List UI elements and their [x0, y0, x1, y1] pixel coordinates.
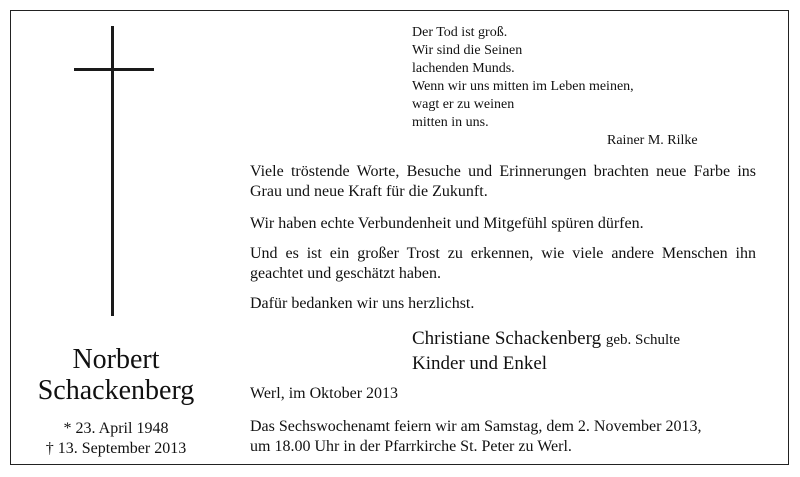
deceased-block: [16, 344, 216, 459]
poem-line: Wenn wir uns mitten im Leben meinen,: [412, 79, 634, 94]
signers: [412, 327, 680, 376]
mass-notice: [250, 417, 701, 457]
birth-date: * 23. April 1948: [63, 420, 169, 437]
thanks-paragraph-2: Wir haben echte Verbundenheit und Mitgefühl spüren dürfen.: [250, 215, 644, 232]
thanks-paragraph-1: Viele tröstende Worte, Besuche und Erinnerungen brachten neue Farbe ins Grau und neue Kraft für die Zukunft.: [250, 163, 756, 200]
cross-horizontal-beam: [74, 68, 154, 71]
poem: [412, 24, 702, 132]
signer-maiden-name: geb. Schulte: [605, 332, 680, 348]
poem-line: lachenden Munds.: [412, 61, 515, 76]
poem-line: wagt er zu weinen: [412, 97, 515, 112]
poem-author: Rainer M. Rilke: [607, 133, 698, 148]
deceased-first-name: Norbert: [72, 344, 160, 375]
poem-line: Der Tod ist groß.: [412, 25, 508, 40]
signer-name: Christiane Schackenberg: [412, 328, 602, 349]
place-date: Werl, im Oktober 2013: [250, 385, 399, 402]
thanks-paragraph-3: Und es ist ein großer Trost zu erkennen, wie viele andere Menschen ihn geachtet und geschätzt haben.: [250, 245, 756, 282]
thanks-paragraph-4: Dafür bedanken wir uns herzlichst.: [250, 295, 475, 312]
poem-line: Wir sind die Seinen: [412, 43, 523, 58]
mass-notice-line-1: Das Sechswochenamt feiern wir am Samstag, dem 2. November 2013,: [250, 418, 702, 435]
deceased-last-name: Schackenberg: [37, 375, 195, 406]
signer-line: [412, 327, 680, 352]
death-date: † 13. September 2013: [45, 440, 187, 457]
mass-notice-line-2: um 18.00 Uhr in der Pfarrkirche St. Peter zu Werl.: [250, 438, 572, 455]
poem-line: mitten in uns.: [412, 115, 489, 130]
signer-family: Kinder und Enkel: [412, 353, 548, 374]
